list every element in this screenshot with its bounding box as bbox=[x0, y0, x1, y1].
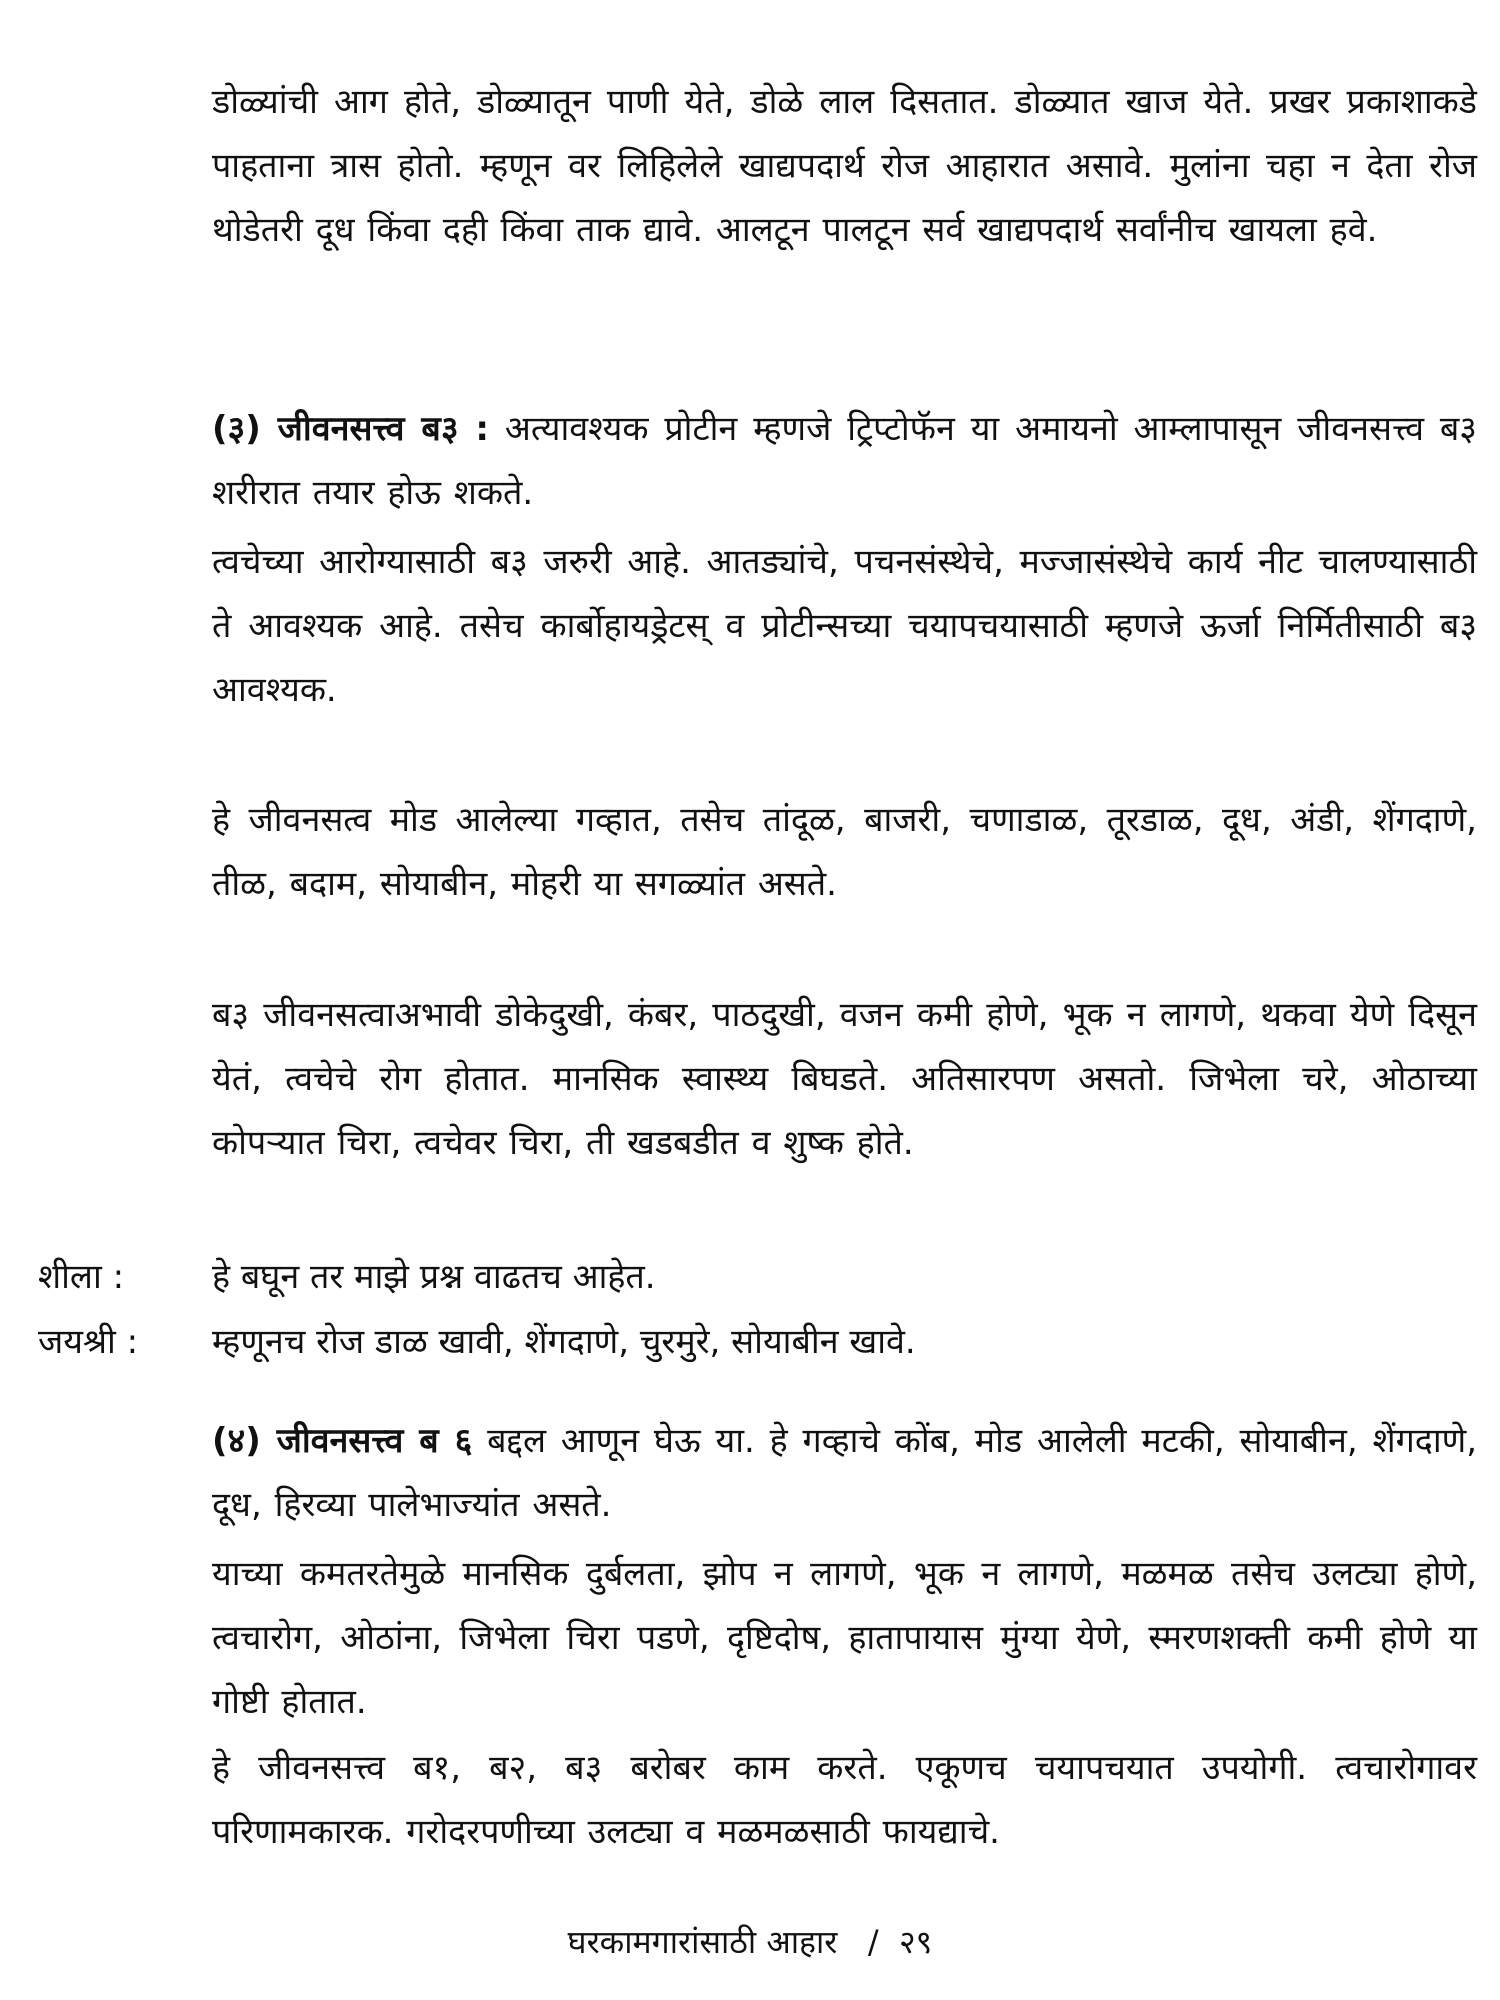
section-heading-b3-text: अत्यावश्यक प्रोटीन म्हणजे ट्रिप्टोफॅन या अमायनो आम्लापासून जीवनसत्त्व ब३ शरीरात तयार होऊ शकते. bbox=[212, 409, 1477, 513]
paragraph-b6-heading bbox=[212, 1409, 1477, 1537]
section-heading-b6: (४) जीवनसत्त्व ब ६ bbox=[212, 1421, 473, 1461]
speech-text: म्हणूनच रोज डाळ खावी, शेंगदाणे, चुरमुरे, सोयाबीन खावे. bbox=[212, 1322, 916, 1362]
speaker-label: शीला : bbox=[38, 1257, 125, 1297]
paragraph-intro: डोळ्यांची आग होते, डोळ्यातून पाणी येते, डोळे लाल दिसतात. डोळ्यात खाज येते. प्रखर प्रकाशाकडे पाहताना त्रास होतो. म्हणून वर लिहिलेले खाद्यपदार्थ रोज आहारात असावे. मुलांना चहा न देता रोज थोडेतरी दूध किंवा दही किंवा ताक द्यावे. आलटून पालटून सर्व खाद्यपदार्थ सर्वांनीच खायला हवे. bbox=[212, 82, 1477, 250]
page-number: २९ bbox=[899, 1923, 933, 1961]
paragraph-b3-heading bbox=[212, 397, 1477, 525]
footer-book-title: घरकामगारांसाठी आहार bbox=[567, 1923, 838, 1961]
page-footer bbox=[0, 1918, 1500, 1966]
paragraph-b6-deficiency: याच्या कमतरतेमुळे मानसिक दुर्बलता, झोप न लागणे, भूक न लागणे, मळमळ तसेच उलट्या होणे, त्वचारोग, ओठांना, जिभेला चिरा पडणे, दृष्टिदोष, हातापायास मुंग्या येणे, स्मरणशक्ती कमी होणे या गोष्टी होतात. bbox=[212, 1554, 1477, 1722]
paragraph-b3-importance: त्वचेच्या आरोग्यासाठी ब३ जरुरी आहे. आतड्यांचे, पचनसंस्थेचे, मज्जासंस्थेचे कार्य नीट चालण्यासाठी ते आवश्यक आहे. तसेच कार्बोहायड्रेटस् व प्रोटीन्सच्या चयापचयासाठी म्हणजे ऊर्जा निर्मितीसाठी ब३ आवश्यक. bbox=[212, 542, 1477, 710]
dialogue-line-jayashree bbox=[38, 1310, 1478, 1374]
speaker-label: जयश्री : bbox=[38, 1322, 139, 1362]
paragraph-b3-sources: हे जीवनसत्व मोड आलेल्या गव्हात, तसेच तांदूळ, बाजरी, चणाडाळ, तूरडाळ, दूध, अंडी, शेंगदाणे, तीळ, बदाम, सोयाबीन, मोहरी या सगळ्यांत असते. bbox=[212, 800, 1477, 904]
speech-text: हे बघून तर माझे प्रश्न वाढतच आहेत. bbox=[212, 1257, 656, 1297]
dialogue-line-sheela bbox=[38, 1245, 1478, 1309]
section-heading-b3: (३) जीवनसत्त्व ब३ : bbox=[212, 409, 490, 449]
section-heading-b6-text: बद्दल आणून घेऊ या. हे गव्हाचे कोंब, मोड आलेली मटकी, सोयाबीन, शेंगदाणे, दूध, हिरव्या पालेभाज्यांत असते. bbox=[212, 1421, 1478, 1525]
footer-separator: / bbox=[867, 1923, 879, 1961]
paragraph-b6-benefits: हे जीवनसत्त्व ब१, ब२, ब३ बरोबर काम करते. एकूणच चयापचयात उपयोगी. त्वचारोगावर परिणामकारक. गरोदरपणीच्या उलट्या व मळमळसाठी फायद्याचे. bbox=[212, 1748, 1477, 1852]
paragraph-b3-deficiency: ब३ जीवनसत्वाअभावी डोकेदुखी, कंबर, पाठदुखी, वजन कमी होणे, भूक न लागणे, थकवा येणे दिसून येतं, त्वचेचे रोग होतात. मानसिक स्वास्थ्य बिघडते. अतिसारपण असतो. जिभेला चरे, ओठाच्या कोपऱ्यात चिरा, त्वचेवर चिरा, ती खडबडीत व शुष्क होते. bbox=[212, 995, 1477, 1163]
